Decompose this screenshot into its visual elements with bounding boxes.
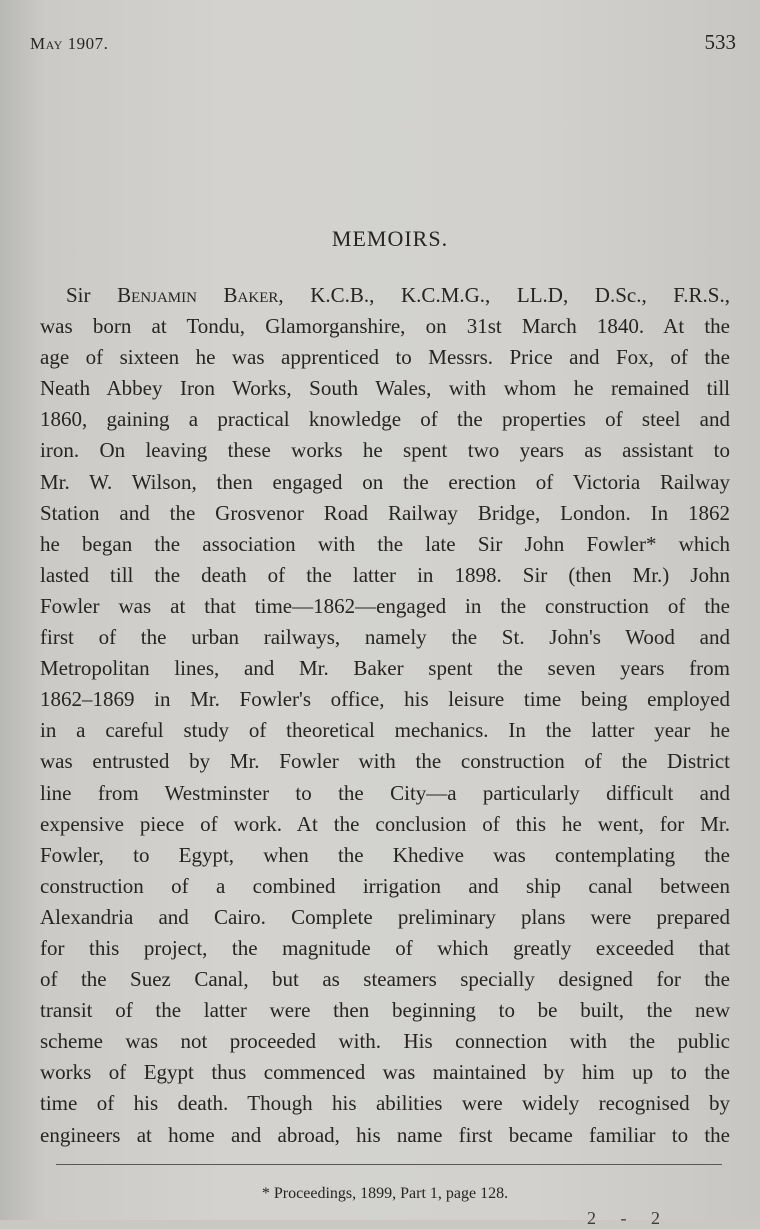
text-line: iron. On leaving these works he spent two years as assistant to bbox=[40, 438, 730, 463]
person-name: Benjamin Baker bbox=[117, 283, 279, 307]
text-line: scheme was not proceeded with. His connection with the public bbox=[40, 1029, 730, 1054]
text-line: Fowler was at that time—1862—engaged in the construction of the bbox=[40, 593, 730, 618]
text-line: engineers at home and abroad, his name first became familiar to the bbox=[40, 1122, 730, 1147]
text-line: expensive piece of work. At the conclusion of this he went, for Mr. bbox=[40, 811, 730, 836]
text-line-1-pre: Sir bbox=[66, 283, 118, 307]
text-line: age of sixteen he was apprenticed to Messrs. Price and Fox, of the bbox=[40, 345, 730, 370]
page-number: 533 bbox=[704, 30, 736, 54]
text-line: for this project, the magnitude of which greatly exceeded that bbox=[40, 935, 730, 960]
footnote-rule bbox=[56, 1164, 722, 1165]
text-line: Station and the Grosvenor Road Railway Bridge, London. In 1862 bbox=[40, 500, 730, 525]
text-line: works of Egypt thus commenced was maintained by him up to the bbox=[40, 1060, 730, 1085]
text-line: Alexandria and Cairo. Complete preliminary plans were prepared bbox=[40, 904, 730, 929]
text-line-1 bbox=[40, 280, 730, 311]
text-line: was born at Tondu, Glamorganshire, on 31st March 1840. At the bbox=[40, 314, 730, 339]
running-head bbox=[30, 30, 736, 56]
text-line: 1860, gaining a practical knowledge of the properties of steel and bbox=[40, 407, 730, 432]
text-line: of the Suez Canal, but as steamers specially designed for the bbox=[40, 967, 730, 992]
text-line: Neath Abbey Iron Works, South Wales, with whom he remained till bbox=[40, 376, 730, 401]
text-line: first of the urban railways, namely the St. John's Wood and bbox=[40, 625, 730, 650]
text-line: Fowler, to Egypt, when the Khedive was contemplating the bbox=[40, 842, 730, 867]
text-line: line from Westminster to the City—a particularly difficult and bbox=[40, 780, 730, 805]
text-line: Mr. W. Wilson, then engaged on the erection of Victoria Railway bbox=[40, 469, 730, 494]
text-line: in a careful study of theoretical mechanics. In the latter year he bbox=[40, 718, 730, 743]
memoir-text bbox=[40, 280, 730, 1151]
section-title: MEMOIRS. bbox=[331, 226, 449, 251]
signature-mark: 2 - 2 bbox=[587, 1208, 670, 1228]
text-line: lasted till the death of the latter in 1898. Sir (then Mr.) John bbox=[40, 562, 730, 587]
text-line: construction of a combined irrigation and ship canal between bbox=[40, 873, 730, 898]
running-head-date: May 1907. bbox=[30, 34, 109, 53]
text-line: 1862–1869 in Mr. Fowler's office, his leisure time being employed bbox=[40, 687, 730, 712]
text-line: was entrusted by Mr. Fowler with the construction of the District bbox=[40, 749, 730, 774]
footnote: * Proceedings, 1899, Part 1, page 128. bbox=[261, 1185, 509, 1202]
text-line: Metropolitan lines, and Mr. Baker spent the seven years from bbox=[40, 656, 730, 681]
text-line: time of his death. Though his abilities were widely recognised by bbox=[40, 1091, 730, 1116]
text-line-1-post: , K.C.B., K.C.M.G., LL.D, D.Sc., F.R.S., bbox=[278, 283, 730, 307]
text-line: transit of the latter were then beginning to be built, the new bbox=[40, 998, 730, 1023]
text-line: he began the association with the late Sir John Fowler* which bbox=[40, 531, 730, 556]
